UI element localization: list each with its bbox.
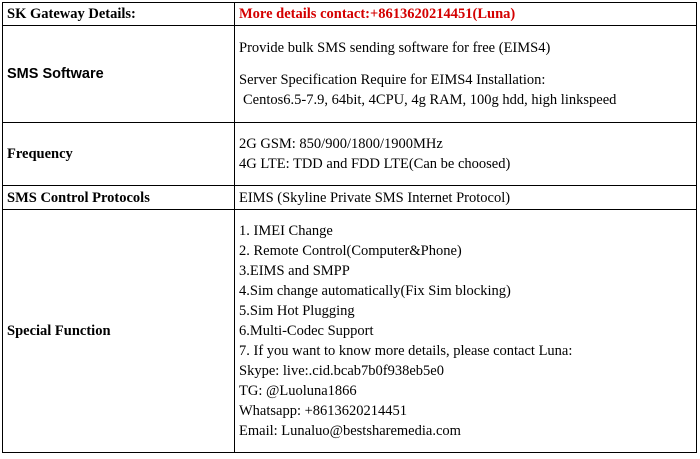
control-protocols-line-1: EIMS (Skyline Private SMS Internet Protocol)	[239, 189, 511, 206]
value-frequency	[235, 123, 697, 186]
frequency-line-1: 2G GSM: 850/900/1800/1900MHz	[239, 136, 443, 152]
label-special-function: Special Function	[3, 210, 235, 453]
gateway-spec-sheet	[2, 2, 696, 455]
whatsapp-contact: Whatsapp: +8613620214451	[239, 403, 408, 419]
spec-table	[2, 2, 697, 453]
header-title: SK Gateway Details:	[3, 3, 235, 26]
frequency-line-2: 4G LTE: TDD and FDD LTE(Can be choosed)	[239, 156, 511, 172]
row-frequency	[3, 123, 697, 186]
special-function-line-3: 3.EIMS and SMPP	[239, 263, 350, 279]
special-function-line-4: 4.Sim change automatically(Fix Sim blocking)	[239, 283, 511, 299]
special-function-line-2: 2. Remote Control(Computer&Phone)	[239, 243, 462, 259]
row-sms-software	[3, 26, 697, 123]
special-function-line-5: 5.Sim Hot Plugging	[239, 303, 355, 319]
label-frequency: Frequency	[3, 123, 235, 186]
email-contact: Email: Lunaluo@bestsharemedia.com	[239, 423, 461, 439]
sms-software-line-1: Provide bulk SMS sending software for free (EIMS4)	[239, 40, 551, 56]
sms-software-line-2: Server Specification Require for EIMS4 Installation:	[239, 72, 546, 88]
row-control-protocols	[3, 186, 697, 210]
telegram-contact: TG: @Luoluna1866	[239, 383, 357, 399]
header-row	[3, 3, 697, 26]
value-sms-software	[235, 26, 697, 123]
row-special-function	[3, 210, 697, 453]
special-function-line-7: 7. If you want to know more details, please contact Luna:	[239, 343, 573, 359]
special-function-line-6: 6.Multi-Codec Support	[239, 323, 374, 339]
special-function-line-1: 1. IMEI Change	[239, 223, 333, 239]
contact-info: More details contact:+8613620214451(Luna)	[235, 3, 697, 26]
label-control-protocols: SMS Control Protocols	[3, 186, 235, 210]
sms-software-line-3: Centos6.5-7.9, 64bit, 4CPU, 4g RAM, 100g hdd, high linkspeed	[243, 92, 617, 108]
value-special-function	[235, 210, 697, 453]
value-control-protocols	[235, 186, 697, 210]
skype-contact: Skype: live:.cid.bcab7b0f938eb5e0	[239, 363, 444, 379]
label-sms-software: SMS Software	[3, 26, 235, 123]
